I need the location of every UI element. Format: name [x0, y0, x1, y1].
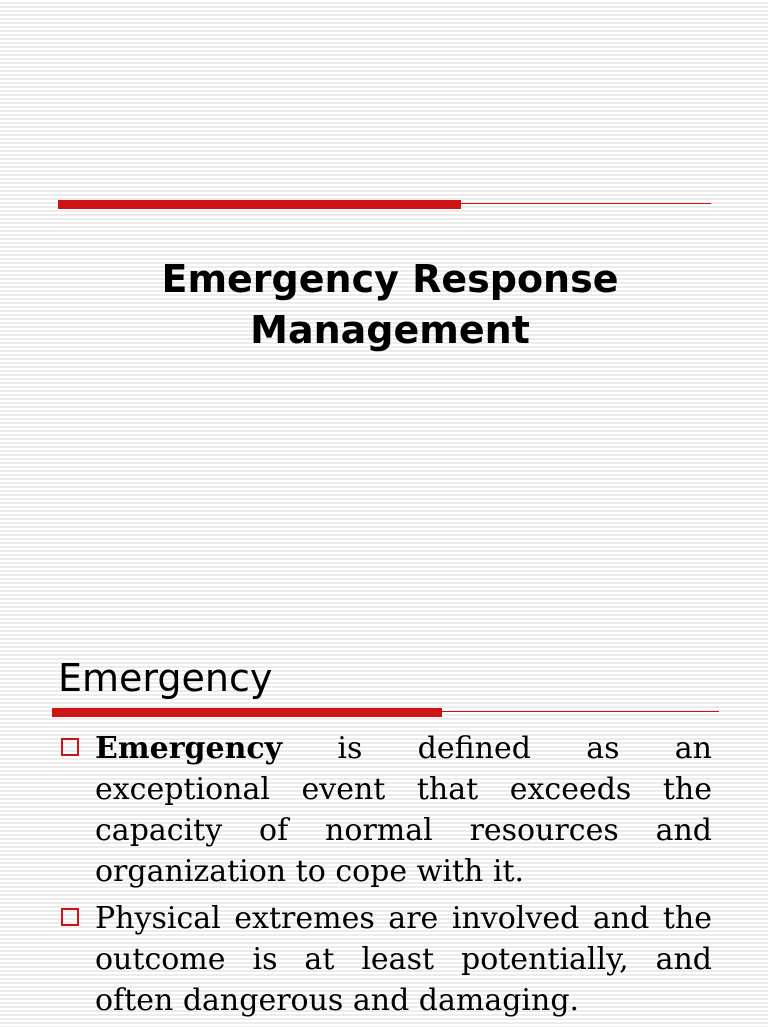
title-divider: [58, 200, 711, 209]
heading-divider-thin: [442, 711, 719, 712]
presentation-title-line2: Management: [250, 308, 530, 352]
heading-divider: [52, 708, 719, 717]
bullet-list: [58, 728, 712, 1027]
bullet-term: Emergency: [95, 731, 283, 766]
bullet-text: Physical extremes are involved and the outcome is at least potentially, and often dangerous and damaging.: [95, 901, 712, 1018]
presentation-title-line1: Emergency Response: [161, 257, 619, 301]
bullet-text: is defined as an exceptional event that exceeds the capacity of normal resources and organization to cope with it.: [95, 731, 712, 889]
presentation-title: [0, 254, 768, 356]
title-divider-thick: [58, 200, 461, 209]
content-slide: [0, 610, 768, 1024]
title-divider-thin: [461, 203, 711, 204]
bullet-item-definition: [58, 728, 712, 892]
hollow-square-icon: [61, 908, 79, 926]
section-heading: Emergency: [58, 656, 273, 700]
hollow-square-icon: [61, 738, 79, 756]
bullet-item-physical-extremes: [58, 898, 712, 1021]
heading-divider-thick: [52, 708, 442, 717]
